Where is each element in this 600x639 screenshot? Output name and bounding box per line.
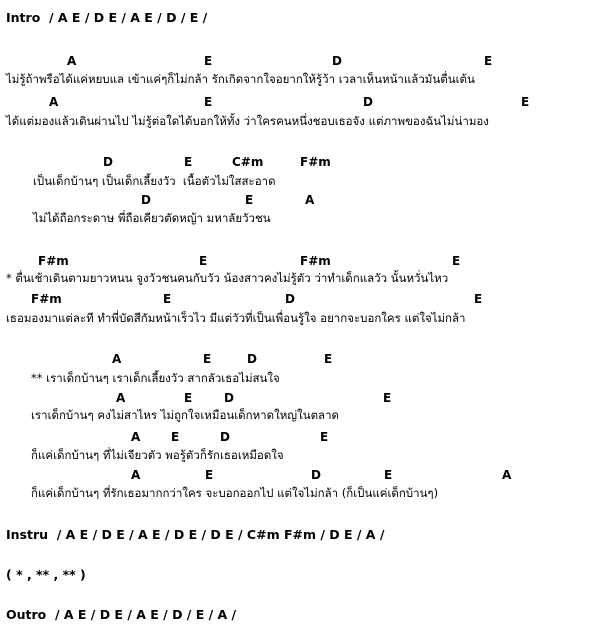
chord: E	[171, 430, 180, 444]
chord: E	[203, 352, 212, 366]
chord: D	[220, 430, 230, 444]
chord: F#m	[300, 254, 331, 268]
chord: D	[285, 292, 295, 306]
chord: A	[131, 430, 141, 444]
lyric-line: ก็แค่เด็กบ้านๆ ที่รักเธอมากกว่าใคร จะบอกออกไป แต่ใจไม่กล้า (ก็เป็นแค่เด็กบ้านๆ)	[31, 486, 439, 500]
chord: E	[204, 54, 213, 68]
chord: E	[245, 193, 254, 207]
chord: D	[363, 95, 373, 109]
lyric-line: เราเด็กบ้านๆ คงไม่สาไหร ไม่ถูกใจเหมือนเด็กหาดใหญ่ในตลาด	[31, 408, 340, 422]
chord: A	[116, 391, 126, 405]
chord: E	[199, 254, 208, 268]
chord: D	[311, 468, 321, 482]
lyric-line: ไม่ได้ถือกระดาษ พี่ถือเคียวตัดหญ้า มหาลัยวัวชน	[33, 211, 271, 225]
instru-line: Instru / A E / D E / A E / D E / D E / C#m F#m / D E / A /	[6, 527, 385, 542]
chord: E	[163, 292, 172, 306]
chord: F#m	[31, 292, 62, 306]
lyric-line: ไม่รู้ถ้าพรือได้แค่หยบแล เข้าแค่ๆก็ไม่กล้า รักเกิดจากใจอยากให้รู้ว้า เวลาเห็นหน้าแล้วมันตื่นเต้น	[6, 72, 475, 86]
outro-line: Outro / A E / D E / A E / D / E / A /	[6, 607, 237, 622]
chord: D	[332, 54, 342, 68]
chord: E	[205, 468, 214, 482]
chord: A	[502, 468, 512, 482]
chord: A	[49, 95, 59, 109]
lyric-line: * ตื่นเช้าเดินตามยาวหนน จูงวัวชนคนกับวัว น้องสาวคงไม่รู้ตัว ว่าทำเด็กแลวัว นั้นหวั่นไหว	[6, 271, 449, 285]
chord: E	[484, 54, 493, 68]
lyric-line: เป็นเด็กบ้านๆ เป็นเด็กเลี้ยงวัว เนื้อตัวไม่ใสสะอาด	[33, 174, 276, 188]
intro-line: Intro / A E / D E / A E / D / E /	[6, 10, 208, 25]
chord: E	[452, 254, 461, 268]
chord: E	[184, 155, 193, 169]
chord: A	[305, 193, 315, 207]
chord: F#m	[38, 254, 69, 268]
chord: D	[141, 193, 151, 207]
chord: A	[112, 352, 122, 366]
repeat-line: ( * , ** , ** )	[6, 567, 86, 582]
chord: C#m	[232, 155, 264, 169]
chord: A	[67, 54, 77, 68]
chord: E	[521, 95, 530, 109]
chord: E	[474, 292, 483, 306]
lyric-line: ได้แต่มองแล้วเดินผ่านไป ไม่รู้ต่อใดได้บอกให้ทั้ง ว่าใครคนหนึ่งชอบเธอจัง แต่ภาพของฉันไม่น่ามอง	[6, 114, 489, 128]
chord: E	[324, 352, 333, 366]
lyric-line: ** เราเด็กบ้านๆ เราเด็กเลี้ยงวัว สากลัวเธอไม่สนใจ	[31, 371, 280, 385]
chord: D	[224, 391, 234, 405]
chord: E	[204, 95, 213, 109]
chord: D	[247, 352, 257, 366]
chord: D	[103, 155, 113, 169]
chord: E	[184, 391, 193, 405]
lyric-line: เธอมองมาแต่ละที ทำพี่บัดสีกัมหน้าเร็วไว มีแต่วัวที่เป็นเพื่อนรู้ใจ อยากจะบอกใคร แต่ใจไม่กล้า	[6, 311, 466, 325]
chord: E	[320, 430, 329, 444]
lyric-line: ก็แค่เด็กบ้านๆ ที่ไม่เจียวตัว พอรู้ตัวก็รักเธอเหมือดใจ	[31, 448, 284, 462]
chord: A	[131, 468, 141, 482]
chord: E	[383, 391, 392, 405]
chord: F#m	[300, 155, 331, 169]
chord: E	[384, 468, 393, 482]
